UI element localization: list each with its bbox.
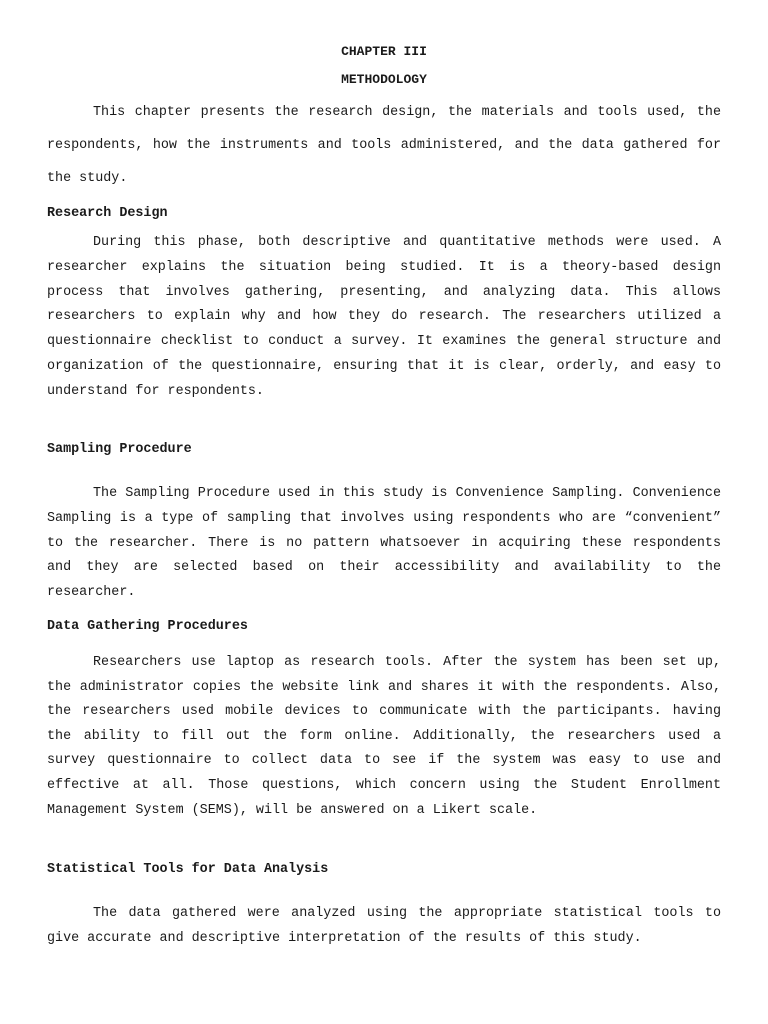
chapter-number: CHAPTER III bbox=[341, 44, 427, 59]
section-heading-statistical-tools: Statistical Tools for Data Analysis bbox=[47, 862, 329, 877]
section-heading-sampling-procedure: Sampling Procedure bbox=[47, 442, 192, 457]
section-body-data-gathering: Researchers use laptop as research tools. After the system has been set up, the administrator copies the website link and shares it with the respondents. Also, the researchers used mobile devices to communicate with the participants. having the ability to fill out the form online. Additionally, the researchers used a survey questionnaire to collect data to see if the system was easy to use and effective at all. Those questions, which concern using the Student Enrollment Management System (SEMS), will be answered on a Likert scale. bbox=[47, 655, 721, 818]
section-heading-data-gathering: Data Gathering Procedures bbox=[47, 619, 248, 634]
section-body-research-design: During this phase, both descriptive and quantitative methods were used. A researcher explains the situation being studied. It is a theory-based design process that involves gathering, presenting, and analyzing data. This allows researchers to explain why and how they do research. The researchers utilized a questionnaire checklist to conduct a survey. It examines the general structure and organization of the questionnaire, ensuring that it is clear, orderly, and easy to understand for respondents. bbox=[47, 235, 721, 399]
section-body-statistical-tools: The data gathered were analyzed using the appropriate statistical tools to give accurate and descriptive interpretation of the results of this study. bbox=[47, 906, 721, 946]
intro-paragraph: This chapter presents the research design, the materials and tools used, the respondents, how the instruments and tools administered, and the data gathered for the study. bbox=[47, 105, 721, 186]
chapter-title: METHODOLOGY bbox=[341, 72, 427, 87]
section-body-sampling-procedure: The Sampling Procedure used in this study is Convenience Sampling. Convenience Sampling is a type of sampling that involves using respondents who are “convenient” to the researcher. There is no pattern whatsoever in acquiring these respondents and they are selected based on their accessibility and availability to the researcher. bbox=[47, 486, 721, 601]
section-heading-research-design: Research Design bbox=[47, 206, 168, 221]
